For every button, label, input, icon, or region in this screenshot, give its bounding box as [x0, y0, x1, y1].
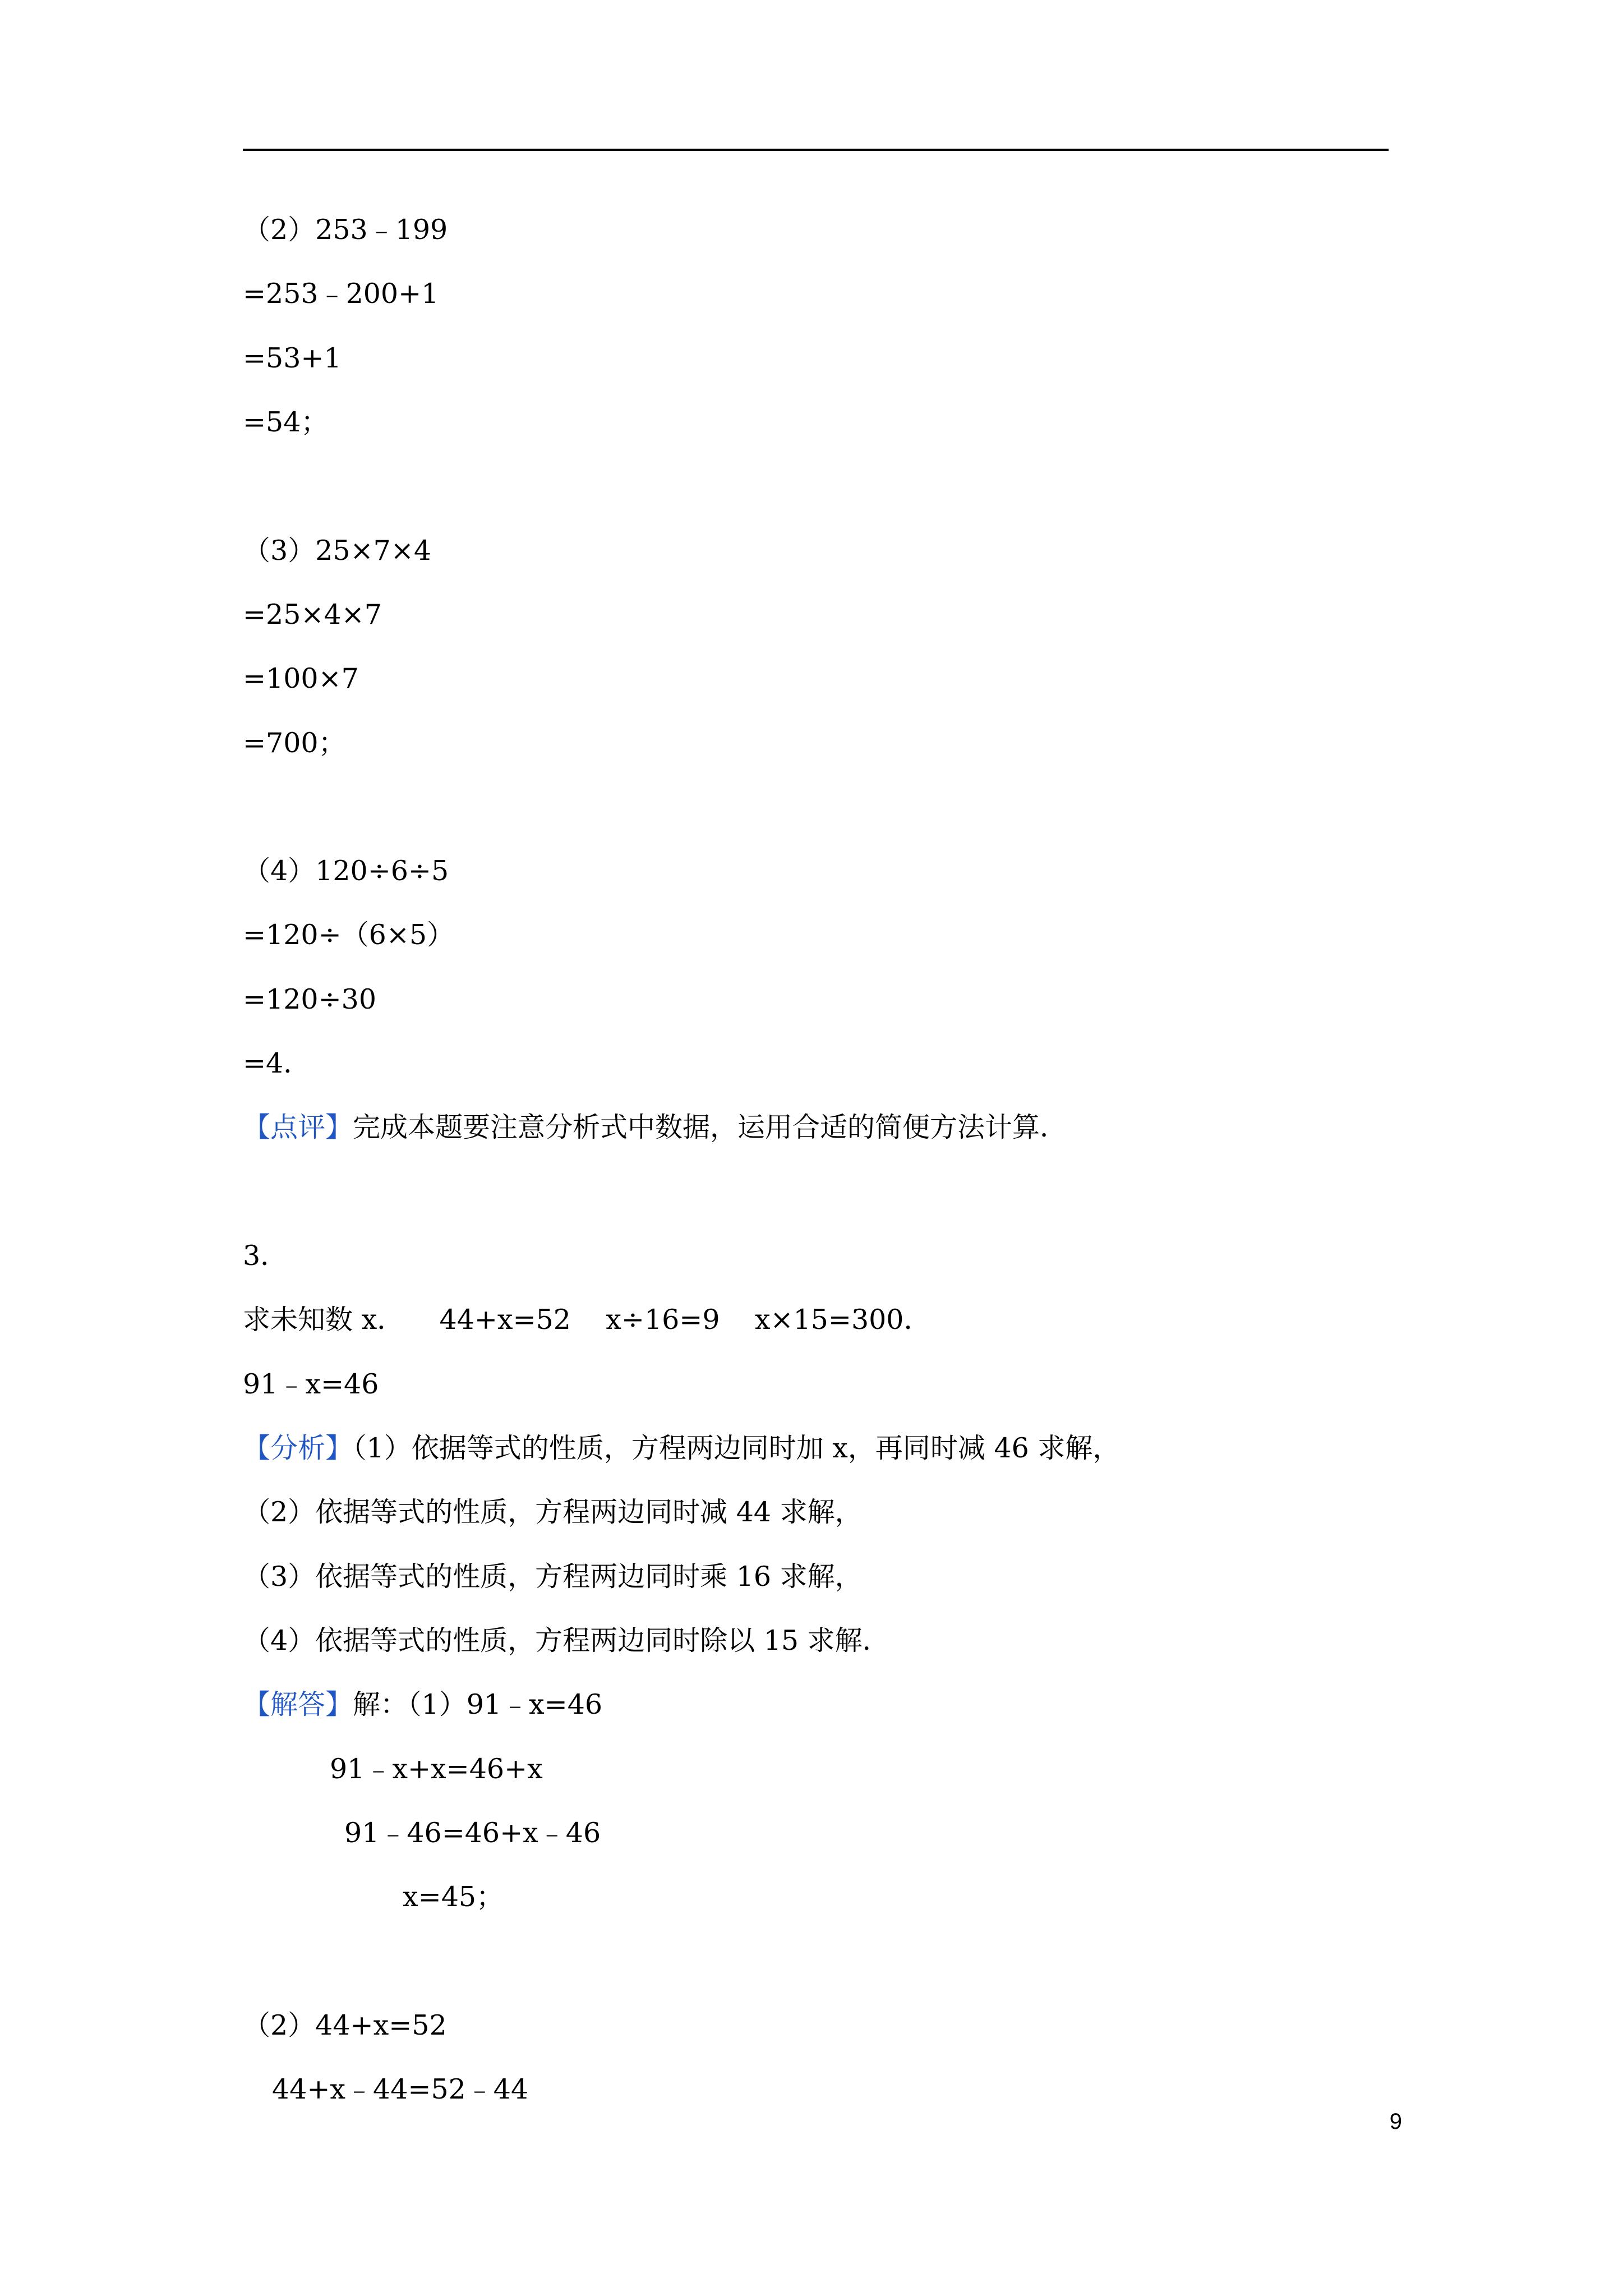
text-line: （2）依据等式的性质，方程两边同时减 44 求解，: [243, 1496, 863, 1528]
analysis-text: （1）依据等式的性质，方程两边同时加 x，再同时减 46 求解，: [353, 1432, 1121, 1464]
text-line: （2）253﹣199: [243, 214, 448, 246]
solution-text: 解：（1）91﹣x=46: [353, 1688, 603, 1720]
text-line: 91﹣x+x=46+x: [330, 1753, 543, 1785]
comment-tag: 【点评】: [243, 1111, 353, 1143]
analysis-tag: 【分析】: [243, 1432, 353, 1464]
text-line: =700；: [243, 727, 346, 759]
text-line: =53+1: [243, 342, 342, 374]
analysis-line: [243, 1432, 1120, 1465]
text-line: （2）44+x=52: [243, 2009, 447, 2041]
text-line: =4．: [243, 1047, 311, 1079]
header-rule: [243, 149, 1389, 151]
page-number: 9: [1389, 2109, 1402, 2134]
question-text: 91﹣x=46: [243, 1368, 379, 1400]
text-line: =253﹣200+1: [243, 278, 439, 310]
text-line: =54；: [243, 406, 329, 438]
text-line: =100×7: [243, 662, 359, 694]
text-line: 44+x﹣44=52﹣44: [272, 2073, 529, 2105]
comment-line: [243, 1111, 1067, 1144]
text-line: （3）25×7×4: [243, 535, 431, 567]
question-number: 3．: [243, 1240, 288, 1272]
text-line: （3）依据等式的性质，方程两边同时乘 16 求解，: [243, 1561, 863, 1593]
text-line: =120÷（6×5）: [243, 919, 455, 951]
text-line: x=45；: [403, 1881, 504, 1913]
text-line: 91﹣46=46+x﹣46: [344, 1817, 601, 1849]
solution-line: [243, 1688, 602, 1722]
question-text: 求未知数 x． 44+x=52 x÷16=9 x×15=300．: [243, 1304, 932, 1336]
text-line: =25×4×7: [243, 599, 382, 631]
solution-tag: 【解答】: [243, 1688, 353, 1720]
text-line: （4）依据等式的性质，方程两边同时除以 15 求解．: [243, 1625, 890, 1657]
text-line: （4）120÷6÷5: [243, 855, 449, 887]
comment-text: 完成本题要注意分析式中数据，运用合适的简便方法计算．: [353, 1111, 1068, 1143]
text-line: =120÷30: [243, 983, 376, 1015]
